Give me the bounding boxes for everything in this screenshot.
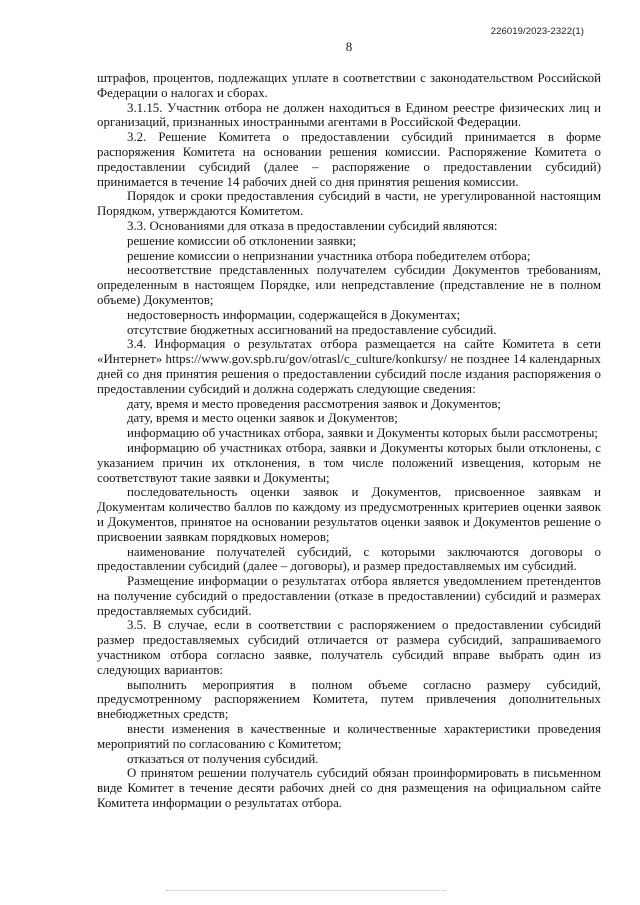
page-number: 8 — [345, 39, 353, 54]
refusal-ground-item: отсутствие бюджетных ассигнований на предоставление субсидий. — [127, 322, 497, 337]
results-info-item: последовательность оценки заявок и Документов, присвоенное заявкам и Документам количество баллов по каждому из предусмотренных критериев оценки заявок и Документов, принятое на основании результатов оценки заявок и Документов решение о присвоении заявкам порядковых номеров; — [97, 485, 601, 544]
results-info-item: наименование получателей субсидий, с которыми заключаются договоры о предоставлении субсидий (далее – договоры), и размер предоставляемых им субсидий. — [97, 544, 601, 574]
clause-3-5: 3.5. В случае, если в соответствии с распоряжением о предоставлении субсидий размер предоставляемых субсидий отличается от размера субсидий, запрашиваемого участником отбора согласно заявке, получатель субсидий вправе выбрать один из следующих вариантов: — [97, 618, 601, 677]
refusal-ground-item: решение комиссии об отклонении заявки; — [127, 233, 357, 248]
option-item: отказаться от получения субсидий. — [127, 751, 319, 766]
paragraph-continuation: штрафов, процентов, подлежащих уплате в соответствии с законодательством Российской Федерации о налогах и сборах. — [97, 71, 601, 100]
refusal-ground-item: решение комиссии о непризнании участника отбора победителем отбора; — [127, 248, 531, 263]
results-info-item: дату, время и место проведения рассмотрения заявок и Документов; — [127, 396, 502, 411]
results-info-item: информацию об участниках отбора, заявки и Документы которых были рассмотрены; — [127, 426, 598, 441]
clause-3-2-procedure: Порядок и сроки предоставления субсидий в части, не урегулированной настоящим Порядком, утверждаются Комитетом. — [97, 189, 601, 219]
clause-3-4-notification: Размещение информации о результатах отбора является уведомлением претендентов на получение субсидий о предоставлении (отказе в предоставлении) субсидий и размерах предоставляемых субсидий. — [97, 574, 601, 618]
document-number: 226019/2023-2322(1) — [490, 26, 584, 37]
scan-artifact-line — [166, 890, 446, 891]
refusal-ground-item: недостоверность информации, содержащейся в Документах; — [127, 307, 461, 322]
clause-3-5-decision-notice: О принятом решении получатель субсидий обязан проинформировать в письменном виде Комитет в течение десяти рабочих дней со дня размещения на официальном сайте Комитета информации о результатах отбора. — [97, 766, 601, 811]
document-body — [97, 71, 601, 811]
clause-3-2: 3.2. Решение Комитета о предоставлении субсидий принимается в форме распоряжения Комитета на основании решения комиссии. Распоряжение Комитета о предоставлении субсидий (далее – распоряжение о предоставлении субсидий) принимается в течение 14 рабочих дней со дня принятия решения комиссии. — [97, 130, 601, 189]
results-info-item: информацию об участниках отбора, заявки и Документы которых были отклонены, с указанием причин их отклонения, в том числе положений извещения, которым не соответствуют такие заявки и Документы; — [97, 440, 601, 485]
clause-3-4: 3.4. Информация о результатах отбора размещается на сайте Комитета в сети «Интернет» https://www.gov.spb.ru/gov/otrasl/c_culture/konkursy/ не позднее 14 календарных дней со дня принятия решения о предоставлении субсидий после издания распоряжения о предоставлении субсидий и должна содержать следующие сведения: — [97, 337, 601, 396]
clause-3-1-15: 3.1.15. Участник отбора не должен находиться в Едином реестре физических лиц и организаций, признанных иностранными агентами в Российской Федерации. — [97, 100, 601, 130]
results-info-item: дату, время и место оценки заявок и Документов; — [127, 411, 398, 426]
clause-3-3: 3.3. Основаниями для отказа в предоставлении субсидий являются: — [127, 218, 498, 233]
option-item: выполнить мероприятия в полном объеме согласно размеру субсидий, предусмотренному распоряжением Комитета, путем привлечения дополнительных внебюджетных средств; — [97, 677, 601, 722]
option-item: внести изменения в качественные и количественные характеристики проведения мероприятий по согласованию с Комитетом; — [97, 722, 601, 751]
refusal-ground-item: несоответствие представленных получателем субсидии Документов требованиям, определенным в настоящем Порядке, или непредставление (представление не в полном объеме) Документов; — [97, 263, 601, 307]
